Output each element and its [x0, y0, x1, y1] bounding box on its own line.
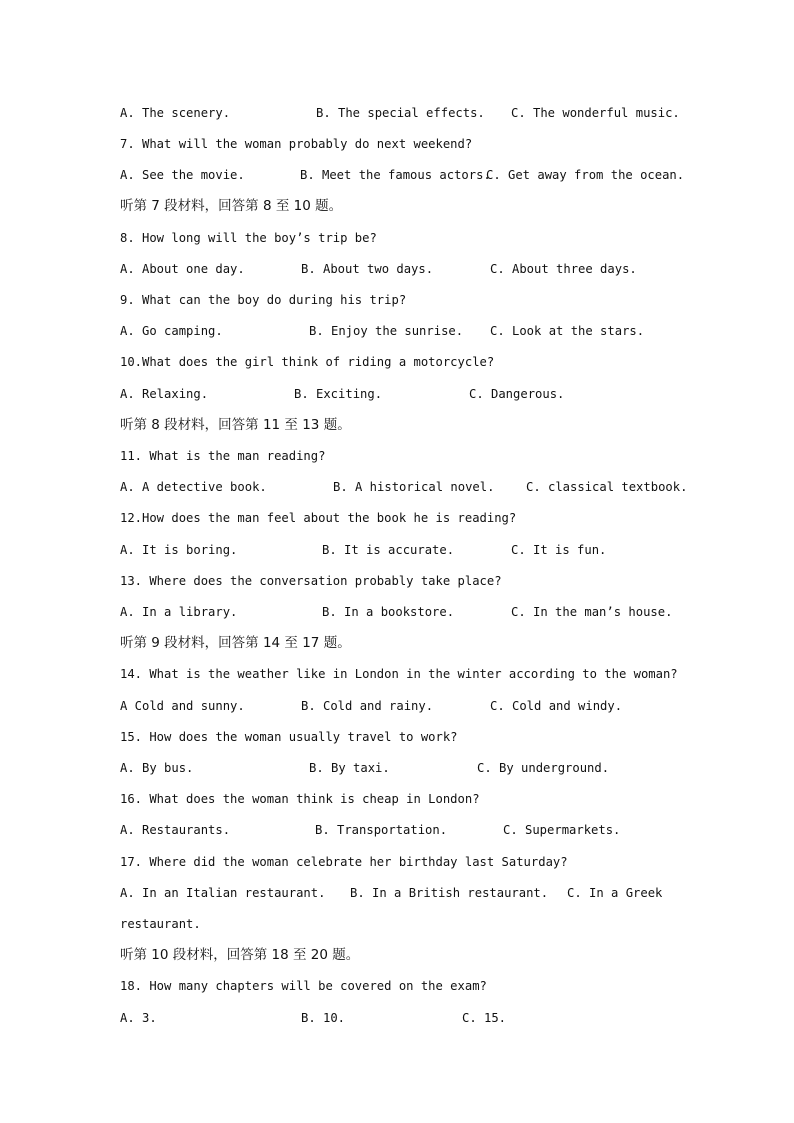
q6-option-b: B. The special effects.	[316, 106, 485, 120]
q13-option-c: C. In the man’s house.	[511, 605, 673, 619]
q11-option-c: C. classical textbook.	[526, 480, 688, 494]
q16-option-c: C. Supermarkets.	[503, 823, 621, 837]
q17-option-c-continuation: restaurant.	[120, 917, 201, 931]
q13-option-a: A. In a library.	[120, 605, 238, 619]
q12-option-c: C. It is fun.	[511, 543, 607, 557]
q14-option-a: A Cold and sunny.	[120, 699, 245, 713]
q9-question: 9. What can the boy do during his trip?	[120, 293, 407, 307]
q6-option-c: C. The wonderful music.	[511, 106, 680, 120]
q18-question: 18. How many chapters will be covered on the exam?	[120, 979, 487, 993]
q10-option-b: B. Exciting.	[294, 387, 383, 401]
q7-option-b: B. Meet the famous actors.	[300, 168, 491, 182]
q17-option-c: C. In a Greek	[567, 886, 663, 900]
q8-option-b: B. About two days.	[301, 262, 434, 276]
q11-option-a: A. A detective book.	[120, 480, 267, 494]
q15-option-a: A. By bus.	[120, 761, 194, 775]
q6-option-a: A. The scenery.	[120, 106, 231, 120]
section-heading-7: 听第 7 段材料，回答第 8 至 10 题。	[120, 198, 343, 214]
q12-question: 12.How does the man feel about the book he is reading?	[120, 511, 517, 525]
q18-option-b: B. 10.	[301, 1011, 346, 1025]
q16-option-b: B. Transportation.	[315, 823, 448, 837]
q12-option-a: A. It is boring.	[120, 543, 238, 557]
q7-option-c: C. Get away from the ocean.	[486, 168, 685, 182]
q10-question: 10.What does the girl think of riding a motorcycle?	[120, 355, 495, 369]
q7-question: 7. What will the woman probably do next weekend?	[120, 137, 473, 151]
section-heading-8: 听第 8 段材料，回答第 11 至 13 题。	[120, 417, 351, 433]
section-heading-9: 听第 9 段材料，回答第 14 至 17 题。	[120, 635, 351, 651]
q18-option-a: A. 3.	[120, 1011, 157, 1025]
q13-question: 13. Where does the conversation probably take place?	[120, 574, 502, 588]
q9-option-b: B. Enjoy the sunrise.	[309, 324, 464, 338]
q15-question: 15. How does the woman usually travel to work?	[120, 730, 458, 744]
section-heading-10: 听第 10 段材料，回答第 18 至 20 题。	[120, 947, 360, 963]
q18-option-c: C. 15.	[462, 1011, 507, 1025]
q9-option-c: C. Look at the stars.	[490, 324, 645, 338]
q9-option-a: A. Go camping.	[120, 324, 223, 338]
q16-option-a: A. Restaurants.	[120, 823, 231, 837]
q16-question: 16. What does the woman think is cheap in London?	[120, 792, 480, 806]
q17-option-a: A. In an Italian restaurant.	[120, 886, 326, 900]
q13-option-b: B. In a bookstore.	[322, 605, 455, 619]
q14-question: 14. What is the weather like in London in the winter according to the woman?	[120, 667, 678, 681]
q8-question: 8. How long will the boy’s trip be?	[120, 231, 377, 245]
q17-question: 17. Where did the woman celebrate her birthday last Saturday?	[120, 855, 568, 869]
q11-option-b: B. A historical novel.	[333, 480, 495, 494]
q7-option-a: A. See the movie.	[120, 168, 245, 182]
q10-option-c: C. Dangerous.	[469, 387, 565, 401]
q15-option-c: C. By underground.	[477, 761, 610, 775]
q8-option-c: C. About three days.	[490, 262, 637, 276]
q10-option-a: A. Relaxing.	[120, 387, 209, 401]
q17-option-b: B. In a British restaurant.	[350, 886, 549, 900]
q12-option-b: B. It is accurate.	[322, 543, 455, 557]
q14-option-b: B. Cold and rainy.	[301, 699, 434, 713]
q15-option-b: B. By taxi.	[309, 761, 390, 775]
q11-question: 11. What is the man reading?	[120, 449, 326, 463]
q8-option-a: A. About one day.	[120, 262, 245, 276]
q14-option-c: C. Cold and windy.	[490, 699, 623, 713]
